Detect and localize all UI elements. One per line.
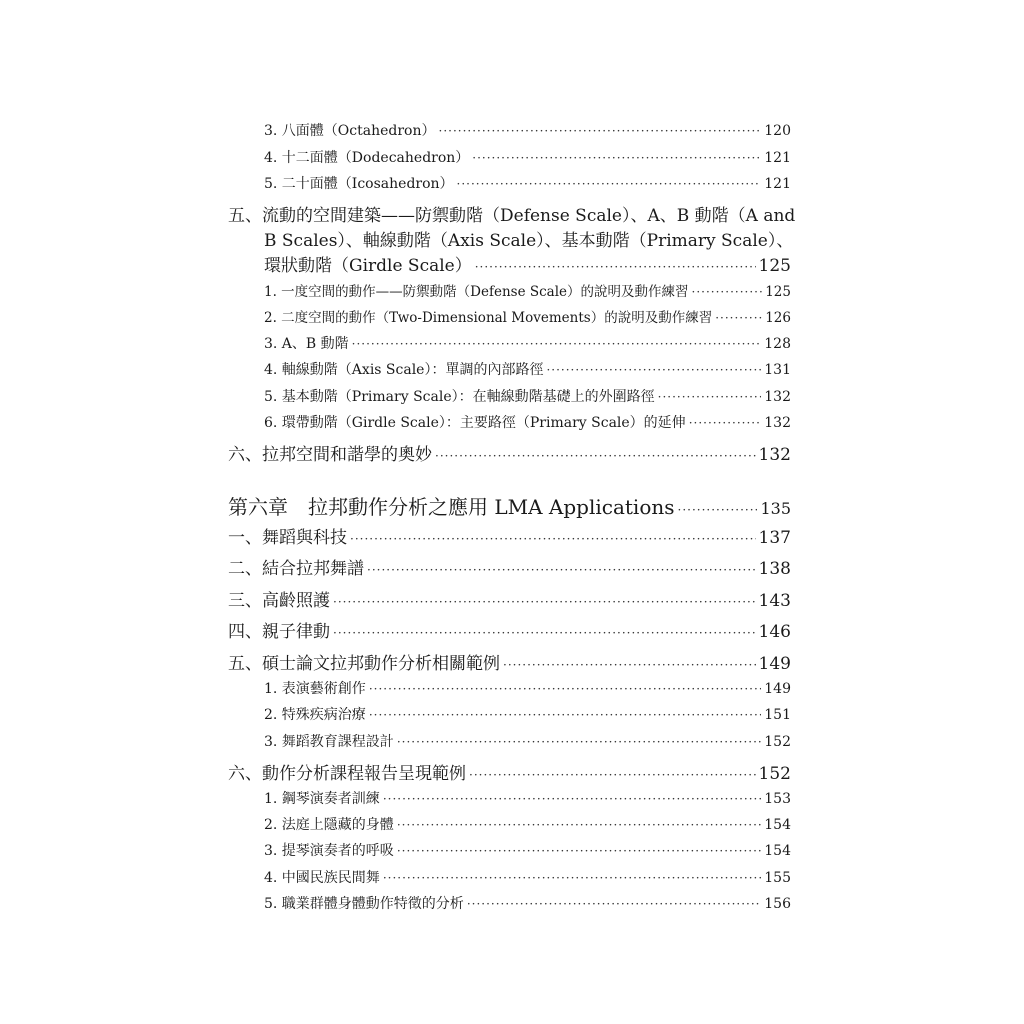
dot-leader — [397, 735, 761, 749]
entry-title: 3. A、B 動階 — [264, 336, 349, 352]
dot-leader — [369, 682, 761, 696]
dot-leader — [383, 792, 761, 806]
page-number: 125 — [758, 256, 791, 276]
toc-entry — [264, 359, 791, 379]
page-number: 143 — [758, 591, 791, 611]
entry-title: 3. 提琴演奏者的呼吸 — [264, 843, 394, 859]
toc-entry — [228, 649, 791, 674]
dot-leader — [658, 390, 762, 404]
page-number: 138 — [758, 559, 791, 579]
entry-title: 5. 二十面體（Icosahedron） — [264, 176, 454, 192]
entry-title: 四、親子律動 — [228, 622, 330, 642]
entry-title: 環狀動階（Girdle Scale） — [264, 256, 472, 276]
toc-entry — [264, 173, 791, 193]
page-number: 132 — [764, 389, 791, 405]
dot-leader — [350, 532, 756, 546]
page-number: 154 — [764, 843, 791, 859]
dot-leader — [689, 416, 762, 430]
entry-title: 2. 特殊疾病治療 — [264, 707, 366, 723]
toc-entry — [264, 386, 791, 406]
entry-title: 1. 鋼琴演奏者訓練 — [264, 791, 380, 807]
entry-title: 2. 二度空間的動作（Two-Dimensional Movements）的說明及動作練習 — [264, 310, 713, 326]
toc-entry — [228, 586, 791, 611]
page-number: 151 — [764, 707, 791, 723]
dot-leader — [472, 151, 761, 165]
dot-leader — [467, 897, 761, 911]
toc-entry — [228, 617, 791, 642]
entry-title: 4. 十二面體（Dodecahedron） — [264, 150, 470, 166]
toc-entry — [264, 704, 791, 724]
dot-leader — [503, 658, 756, 672]
page-number: 137 — [758, 528, 791, 548]
toc-entry — [264, 814, 791, 834]
toc-entry — [228, 554, 791, 579]
dot-leader — [439, 124, 762, 138]
entry-title: 6. 環帶動階（Girdle Scale）：主要路徑（Primary Scale）的延伸 — [264, 415, 686, 431]
toc-entry — [228, 523, 791, 548]
entry-title: 2. 法庭上隱藏的身體 — [264, 817, 394, 833]
entry-title: 一、舞蹈與科技 — [228, 528, 347, 548]
entry-title: 3. 舞蹈教育課程設計 — [264, 734, 394, 750]
dot-leader — [469, 768, 756, 782]
dot-leader — [367, 563, 756, 577]
toc-entry — [264, 678, 791, 698]
dot-leader — [715, 311, 762, 325]
page-number: 125 — [765, 284, 791, 300]
entry-title: 六、動作分析課程報告呈現範例 — [228, 764, 466, 784]
chapter-title: 第六章 拉邦動作分析之應用 LMA Applications — [228, 495, 675, 519]
page-number: 131 — [764, 362, 791, 378]
page-number: 153 — [764, 791, 791, 807]
toc-entry — [264, 306, 791, 326]
dot-leader — [692, 285, 763, 299]
dot-leader — [352, 337, 762, 351]
page-number: 126 — [765, 310, 791, 326]
section-heading-line1: 五、流動的空間建築——防禦動階（Defense Scale）、A、B 動階（A and — [228, 206, 796, 226]
chapter-entry — [228, 491, 791, 520]
dot-leader — [546, 363, 761, 377]
page-number: 156 — [764, 896, 791, 912]
toc-entry — [264, 731, 791, 751]
entry-title: 3. 八面體（Octahedron） — [264, 123, 436, 139]
entry-title: 六、拉邦空間和諧學的奧妙 — [228, 445, 432, 465]
page-number: 154 — [764, 817, 791, 833]
entry-title: 4. 軸線動階（Axis Scale）：單調的內部路徑 — [264, 362, 544, 378]
toc-entry — [228, 759, 791, 784]
toc-entry — [264, 788, 791, 808]
page-number: 121 — [764, 176, 791, 192]
dot-leader — [397, 844, 761, 858]
page-number: 149 — [758, 654, 791, 674]
page-number: 135 — [760, 499, 791, 518]
dot-leader — [678, 503, 758, 517]
page-number: 132 — [758, 445, 791, 465]
toc-entry — [264, 867, 791, 887]
entry-title: 1. 一度空間的動作——防禦動階（Defense Scale）的說明及動作練習 — [264, 284, 689, 300]
toc-entry — [264, 412, 791, 432]
page-number: 120 — [764, 123, 791, 139]
page-number: 149 — [764, 681, 791, 697]
entry-title: 4. 中國民族民間舞 — [264, 870, 380, 886]
toc-entry — [264, 147, 791, 167]
dot-leader — [369, 708, 761, 722]
entry-title: 五、碩士論文拉邦動作分析相關範例 — [228, 654, 500, 674]
dot-leader — [397, 818, 761, 832]
toc-entry — [264, 280, 791, 300]
toc-entry — [264, 251, 791, 276]
toc-entry — [264, 120, 791, 140]
dot-leader — [475, 260, 756, 274]
page-number: 132 — [764, 415, 791, 431]
toc-entry — [264, 333, 791, 353]
page-number: 146 — [758, 622, 791, 642]
page-number: 152 — [758, 764, 791, 784]
entry-title: 二、結合拉邦舞譜 — [228, 559, 364, 579]
toc-entry — [228, 440, 791, 465]
dot-leader — [383, 871, 761, 885]
entry-title: 5. 基本動階（Primary Scale）：在軸線動階基礎上的外圍路徑 — [264, 389, 655, 405]
toc-entry — [264, 893, 791, 913]
dot-leader — [333, 595, 756, 609]
page-number: 152 — [764, 734, 791, 750]
section-heading-line2: B Scales）、軸線動階（Axis Scale）、基本動階（Primary Scale）、 — [264, 231, 794, 251]
entry-title: 三、高齡照護 — [228, 591, 330, 611]
page-number: 128 — [764, 336, 791, 352]
dot-leader — [333, 626, 756, 640]
toc-entry — [264, 840, 791, 860]
dot-leader — [435, 449, 756, 463]
entry-title: 5. 職業群體身體動作特徵的分析 — [264, 896, 464, 912]
page-number: 121 — [764, 150, 791, 166]
dot-leader — [457, 177, 762, 191]
entry-title: 1. 表演藝術創作 — [264, 681, 366, 697]
page-number: 155 — [764, 870, 791, 886]
